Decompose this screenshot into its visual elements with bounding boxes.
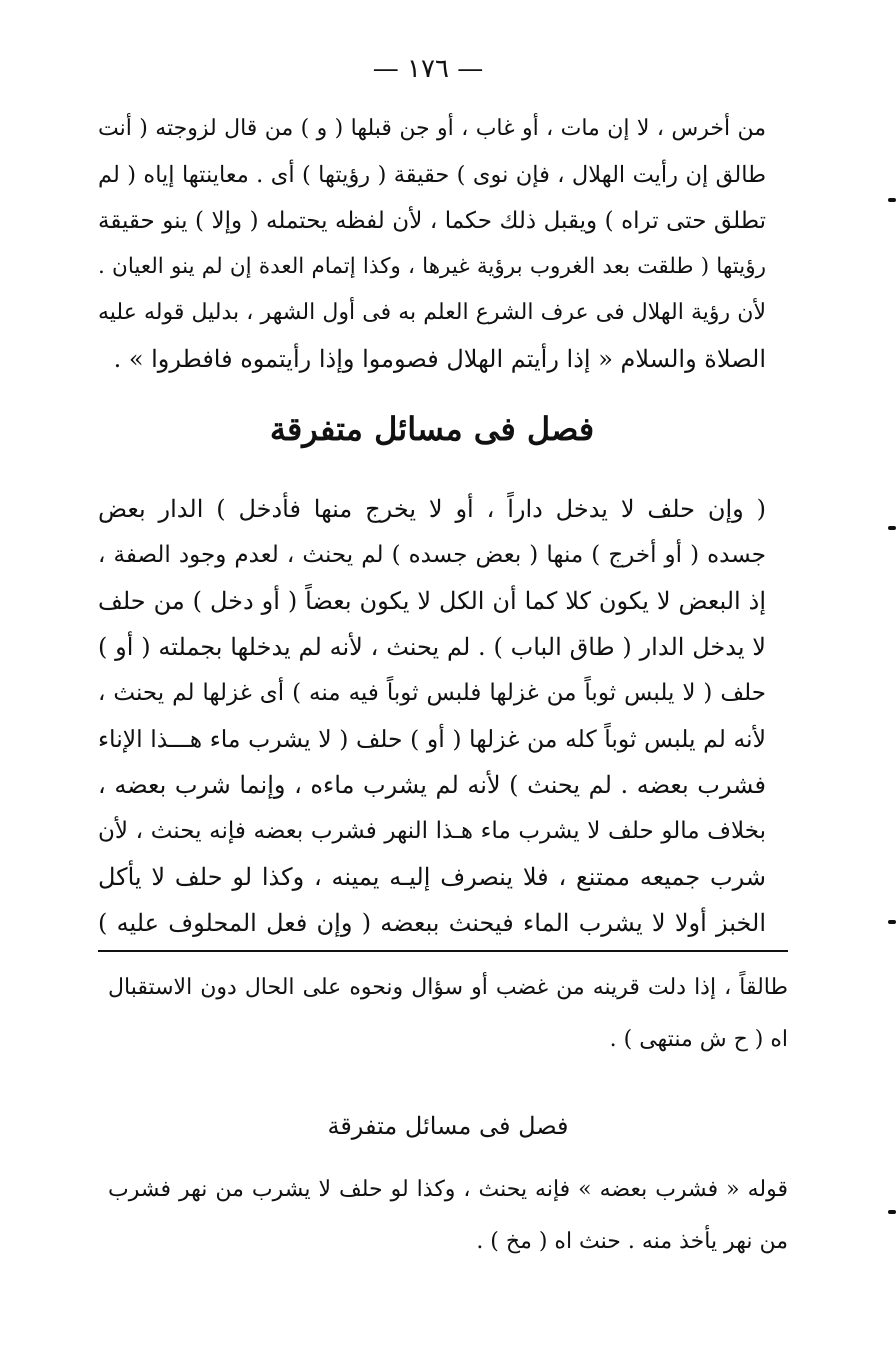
text-line: ( وإن حلف لا يدخل داراً ، أو لا يخرج منها فأدخل ) الدار بعض [98, 495, 766, 523]
main-paragraph-2 [98, 486, 766, 946]
text-line: الصلاة والسلام « إذا رأيتم الهلال فصوموا وإذا رأيتموه فافطروا » . [113, 345, 766, 373]
text-line: بخلاف مالو حلف لا يشرب ماء هـذا النهر فشرب بعضه فإنه يحنث ، لأن [98, 818, 766, 844]
page-number: — ١٧٦ — [372, 54, 484, 84]
margin-mark [888, 526, 896, 530]
text-line: شرب جميعه ممتنع ، فلا ينصرف إليـه يمينه ، وكذا لو حلف لا يأكل [98, 863, 766, 891]
footnote-line: من نهر يأخذ منه . حنث اه ( مخ ) . [476, 1229, 788, 1254]
section-title: فصل فى مسائل متفرقة [269, 410, 595, 448]
text-line: فشرب بعضه . لم يحنث ) لأنه لم يشرب ماءه ، وإنما شرب بعضه ، [98, 771, 766, 799]
footnote-line: طالقاً ، إذا دلت قرينه من غضب أو سؤال ونحوه على الحال دون الاستقبال [108, 975, 788, 1000]
text-line: لأن رؤية الهلال فى عرف الشرع العلم به فى أول الشهر ، بدليل قوله عليه [98, 300, 766, 325]
footnote-divider [98, 950, 788, 952]
footnote-section-title: فصل فى مسائل متفرقة [327, 1112, 569, 1140]
text-line: لأنه لم يلبس ثوباً كله من غزلها ( أو ) حلف ( لا يشرب ماء هـــذا الإناء [98, 725, 766, 753]
text-line: لا يدخل الدار ( طاق الباب ) . لم يحنث ، لأنه لم يدخلها بجملته ( أو ) [98, 633, 766, 661]
text-line: إذ البعض لا يكون كلا كما أن الكل لا يكون بعضاً ( أو دخل ) من حلف [98, 587, 766, 615]
margin-mark [888, 1210, 896, 1214]
text-line: من أخرس ، لا إن مات ، أو غاب ، أو جن قبلها ( و ) من قال لزوجته ( أنت [98, 116, 766, 141]
main-paragraph-1 [98, 106, 766, 382]
text-line: تطلق حتى تراه ) ويقبل ذلك حكما ، لأن لفظه يحتمله ( وإلا ) ينو حقيقة [98, 208, 766, 234]
footnote-line: اه ( ح ش منتهى ) . [609, 1027, 788, 1052]
footnote-paragraph-2 [108, 1164, 788, 1268]
text-line: الخبز أولا لا يشرب الماء فيحنث ببعضه ( وإن فعل المحلوف عليه ) [98, 909, 766, 937]
text-line: طالق إن رأيت الهلال ، فإن نوى ) حقيقة ( رؤيتها ) أى . معاينتها إياه ( لم [98, 162, 766, 188]
text-line: حلف ( لا يلبس ثوباً من غزلها فلبس ثوباً فيه منه ) أى غزلها لم يحنث ، [98, 680, 766, 706]
margin-mark [888, 198, 896, 202]
footnote-line: قوله « فشرب بعضه » فإنه يحنث ، وكذا لو حلف لا يشرب من نهر فشرب [108, 1177, 788, 1202]
margin-mark [888, 920, 896, 924]
text-line: جسده ( أو أخرج ) منها ( بعض جسده ) لم يحنث ، لعدم وجود الصفة ، [98, 542, 766, 568]
footnote-paragraph-1 [108, 962, 788, 1066]
text-line: رؤيتها ( طلقت بعد الغروب برؤية غيرها ، وكذا إتمام العدة إن لم ينو العيان . [98, 254, 766, 279]
